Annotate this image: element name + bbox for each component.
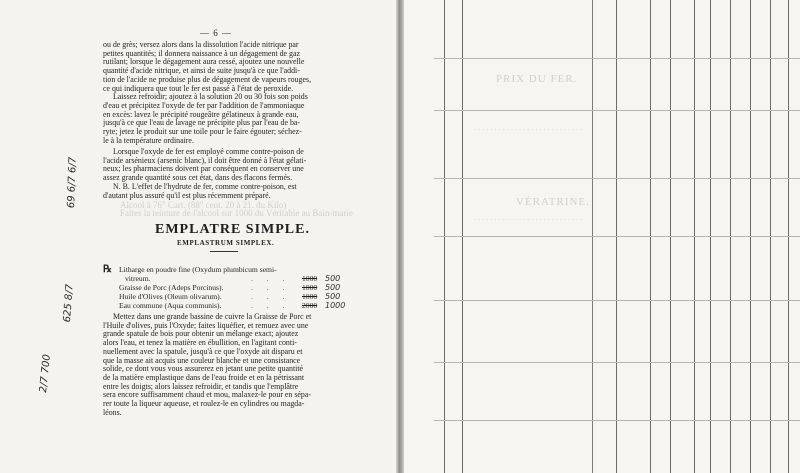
text-line: de la matière emplastique dans de l'eau froide et en la pétrissant — [103, 373, 305, 382]
handwritten-quantity: 500 — [325, 283, 341, 292]
recipe — [103, 266, 353, 311]
book-gutter — [396, 0, 404, 473]
text-line: rer toute la liqueur aqueuse, et roulez-le en cylindres ou magda- — [103, 400, 305, 409]
rx-symbol: ℞ — [103, 264, 112, 275]
ledger-row-rule — [434, 362, 800, 363]
text-line: petites quantités; il donnera naissance à un dégagement de gaz — [103, 49, 300, 58]
text-line: ou de grès; versez alors dans la dissolution l'acide nitrique par — [103, 41, 299, 49]
show-through-text: Faites la teinture de l'alcool sur 1000 du Véritable au Bain-marie — [120, 208, 353, 218]
section-subtitle: EMPLASTRUM SIMPLEX. — [177, 239, 275, 247]
ledger-row-rule — [434, 178, 800, 179]
text-line: Laissez refroidir; ajoutez à la solution 20 ou 30 fois son poids — [113, 93, 308, 102]
handwritten-quantity: 500 — [325, 274, 341, 283]
margin-annotation: 625 8/7 — [62, 283, 76, 323]
leader-dots: . . . — [251, 274, 291, 283]
text-line: ryte; jetez le produit sur une toile pour le faire égouter; séchez- — [103, 128, 302, 137]
text-line: quantité d'acide nitrique, et ainsi de suite jusqu'à ce que l'addi- — [103, 67, 300, 76]
ingredient-name: Graisse de Porc (Adeps Porcinus). — [119, 283, 224, 292]
right-page — [404, 0, 800, 473]
show-through-heading: VÉRATRINE. — [516, 196, 590, 208]
handwritten-quantity: 500 — [325, 292, 341, 301]
leader-dots: . . . — [251, 301, 291, 310]
show-through-text: Alcool à 76° Cart. (88° cent. 20 à 21. du Kilo) — [120, 200, 287, 210]
ingredient-quantity: 1000 — [302, 274, 318, 283]
ingredient-row — [103, 302, 353, 311]
text-line: rutilant; lorsque le dégagement aura cessé, ajoutez une nouvelle — [103, 58, 305, 67]
text-line: que la masse ait acquis une couleur blanche et une consistance — [103, 356, 301, 365]
text-line: Mettez dans une grande bassine de cuivre la Graisse de Porc et — [113, 313, 312, 321]
leader-dots: . . . — [251, 283, 291, 292]
paragraph-nb — [103, 183, 327, 200]
text-line: l'acide arsénieux (arsenic blanc), il doit être donné à l'état gélati- — [103, 156, 307, 165]
ingredient-quantity: 1000 — [302, 283, 318, 292]
text-line: l'Huile d'olives, puis l'Oxyde; faites liquéfier, et remuez avec une — [103, 321, 309, 330]
text-line: léons. — [103, 408, 122, 417]
text-line: solide, ce dont vous vous assurerez en jetant une petite quantité — [103, 365, 304, 374]
margin-annotation: 2/7 700 — [38, 353, 53, 394]
text-line: neux; les pharmaciens doivent par conséquent en conserver une — [103, 165, 304, 174]
text-line: le à la température ordinaire. — [103, 136, 194, 145]
text-line: d'autant plus assuré qu'il est plus récemment préparé. — [103, 191, 271, 200]
ledger-row-rule — [434, 236, 800, 237]
ornament-rule — [210, 251, 238, 252]
ingredient-name-continued: vitreum. — [125, 274, 151, 283]
show-through-text: · · · · · · · · · · · · · · · · · · · · · · · · · · · — [474, 216, 583, 224]
ingredient-quantity: 2000 — [302, 301, 318, 310]
leader-dots: . . . — [251, 292, 291, 301]
show-through-heading: PRIX DU FER. — [496, 73, 578, 85]
text-line: entre les doigts; alors laissez refroidir, et tandis que l'emplâtre — [103, 382, 299, 391]
ingredient-quantity: 1000 — [302, 292, 318, 301]
text-line: grande spatule de bois pour obtenir un mélange exact; ajoutez — [103, 330, 299, 339]
text-line: jusqu'à ce que l'eau de lavage ne précipite plus par l'eau de ba- — [103, 119, 301, 128]
ledger-row-rule — [434, 110, 800, 111]
margin-annotation: 69 6/7 6/7 — [66, 156, 79, 209]
ingredient-name: Eau commune (Aqua communis). — [119, 301, 222, 310]
text-line: alors l'eau, et tenez la matière en ébullition, en l'agitant conti- — [103, 339, 297, 348]
text-line: ce qui indiquera que tout le fer est passé à l'état de peroxide. — [103, 84, 294, 93]
page-number: — 6 — — [200, 28, 232, 38]
ledger-row-rule — [434, 300, 800, 301]
ledger-row-rule — [434, 420, 800, 421]
text-line: sera encore suffisamment chaud et mou, malaxez-le pour en sépa- — [103, 391, 311, 400]
paragraph-arsenic — [103, 148, 327, 183]
ingredient-name: Litharge en poudre fine (Oxydum plumbicum semi- — [119, 265, 277, 274]
ingredient-name: Huile d'Olives (Oleum olivarum). — [119, 292, 222, 301]
text-line: assez grande quantité sous cet état, dans des flacons fermés. — [103, 174, 293, 183]
paragraph-top — [103, 41, 327, 145]
text-line: N. B. L'effet de l'hydrute de fer, comme contre-poison, est — [113, 183, 297, 191]
text-line: Lorsque l'oxyde de fer est employé comme contre-poison de — [113, 148, 304, 156]
handwritten-quantity: 1000 — [325, 301, 346, 310]
section-title: EMPLATRE SIMPLE. — [155, 222, 310, 237]
show-through-text: · · · · · · · · · · · · · · · · · · · · · · · · · · · — [474, 126, 583, 134]
ledger-row-rule — [434, 58, 800, 59]
text-line: nuellement avec la spatule, jusqu'à ce que l'oxyde ait disparu et — [103, 347, 303, 356]
paragraph-method — [103, 313, 327, 417]
text-line: en excès: lavez le précipité rougeâtre gélatineux à grande eau, — [103, 110, 299, 119]
text-line: d'eau et précipitez l'oxyde de fer par l'addition de l'ammoniaque — [103, 101, 305, 110]
left-page — [0, 0, 398, 473]
text-line: tion de l'acide ne produise plus de dégagement de vapeurs rouges, — [103, 75, 312, 84]
